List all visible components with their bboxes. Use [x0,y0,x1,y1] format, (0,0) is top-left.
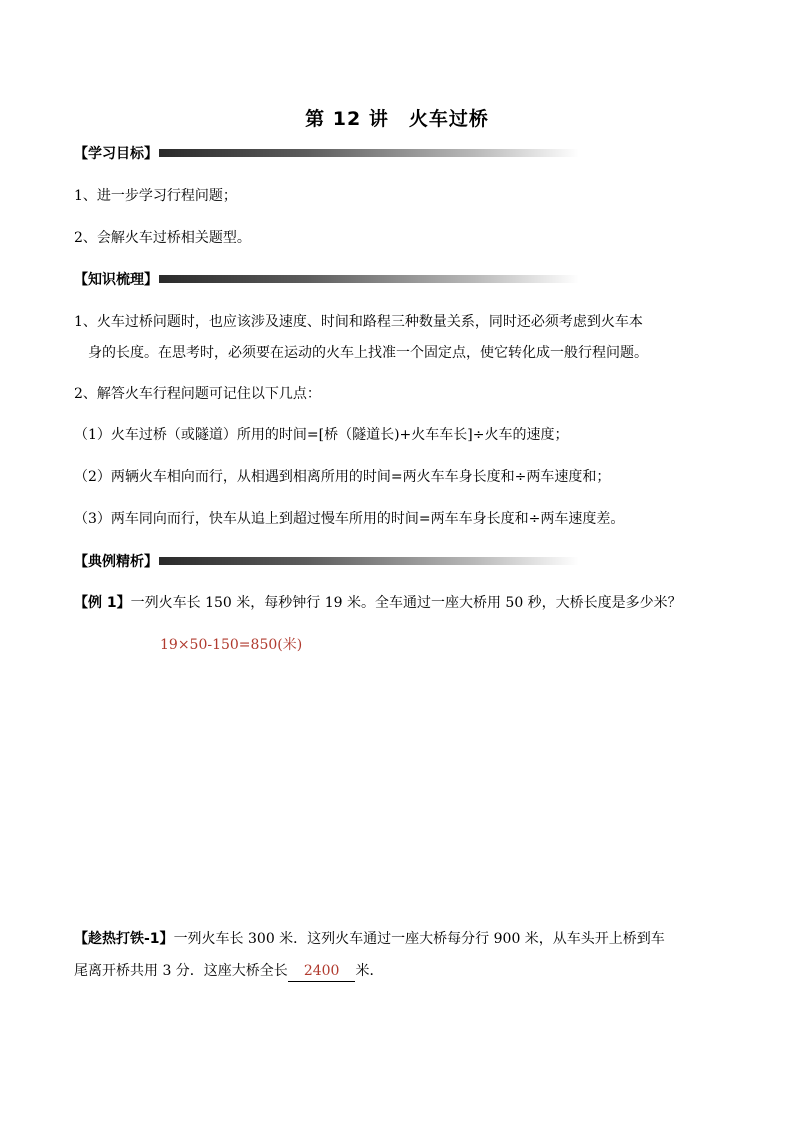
practice-1-answer: 2400 [303,963,340,979]
section-label: 【知识梳理】 [74,272,158,288]
page-title: 第 12 讲 火车过桥 [305,108,489,130]
example-1-question [74,593,682,613]
practice-1-text-pre: 尾离开桥共用 3 分．这座大桥全长 [74,963,288,979]
goal-item: 1、进一步学习行程问题； [74,188,237,204]
practice-1-line-2 [74,961,383,982]
knowledge-point-1-line-2: 身的长度。在思考时，必须要在运动的火车上找准一个固定点，使它转化成一般行程问题。 [88,345,648,361]
example-1-tag: 【例 1】 [74,595,131,611]
section-header-knowledge [74,269,579,289]
knowledge-rule-1: （1）火车过桥（或隧道）所用的时间=[桥（隧道长)+火车车长]÷火车的速度； [74,427,569,443]
answer-blank [288,961,356,982]
section-label: 【学习目标】 [74,146,158,162]
practice-1-text-post: 米． [355,963,384,979]
knowledge-point-2: 2、解答火车行程问题可记住以下几点： [74,386,321,402]
practice-1-line-1 [74,929,665,949]
practice-1-tag: 【趁热打铁-1】 [74,931,174,947]
knowledge-rule-2: （2）两辆火车相向而行，从相遇到相离所用的时间=两火车车身长度和÷两车速度和； [74,469,611,485]
section-divider-bar [159,275,579,283]
practice-1-text: 一列火车长 300 米．这列火车通过一座大桥每分行 900 米，从车头开上桥到车 [173,931,665,947]
section-divider-bar [159,149,579,157]
knowledge-rule-3: （3）两车同向而行，快车从追上到超过慢车所用的时间=两车车身长度和÷两车速度差。 [74,511,625,527]
example-1-answer: 19×50-150=850(米) [160,637,303,653]
section-header-goals [74,143,579,163]
section-header-examples [74,551,579,571]
knowledge-point-1-line-1: 1、火车过桥问题时，也应该涉及速度、时间和路程三种数量关系，同时还必须考虑到火车本 [74,314,643,330]
section-divider-bar [159,557,579,565]
section-label: 【典例精析】 [74,554,158,570]
goal-item: 2、会解火车过桥相关题型。 [74,230,251,246]
example-1-question-text: 一列火车长 150 米，每秒钟行 19 米。全车通过一座大桥用 50 秒，大桥长度是多少米？ [130,595,682,611]
